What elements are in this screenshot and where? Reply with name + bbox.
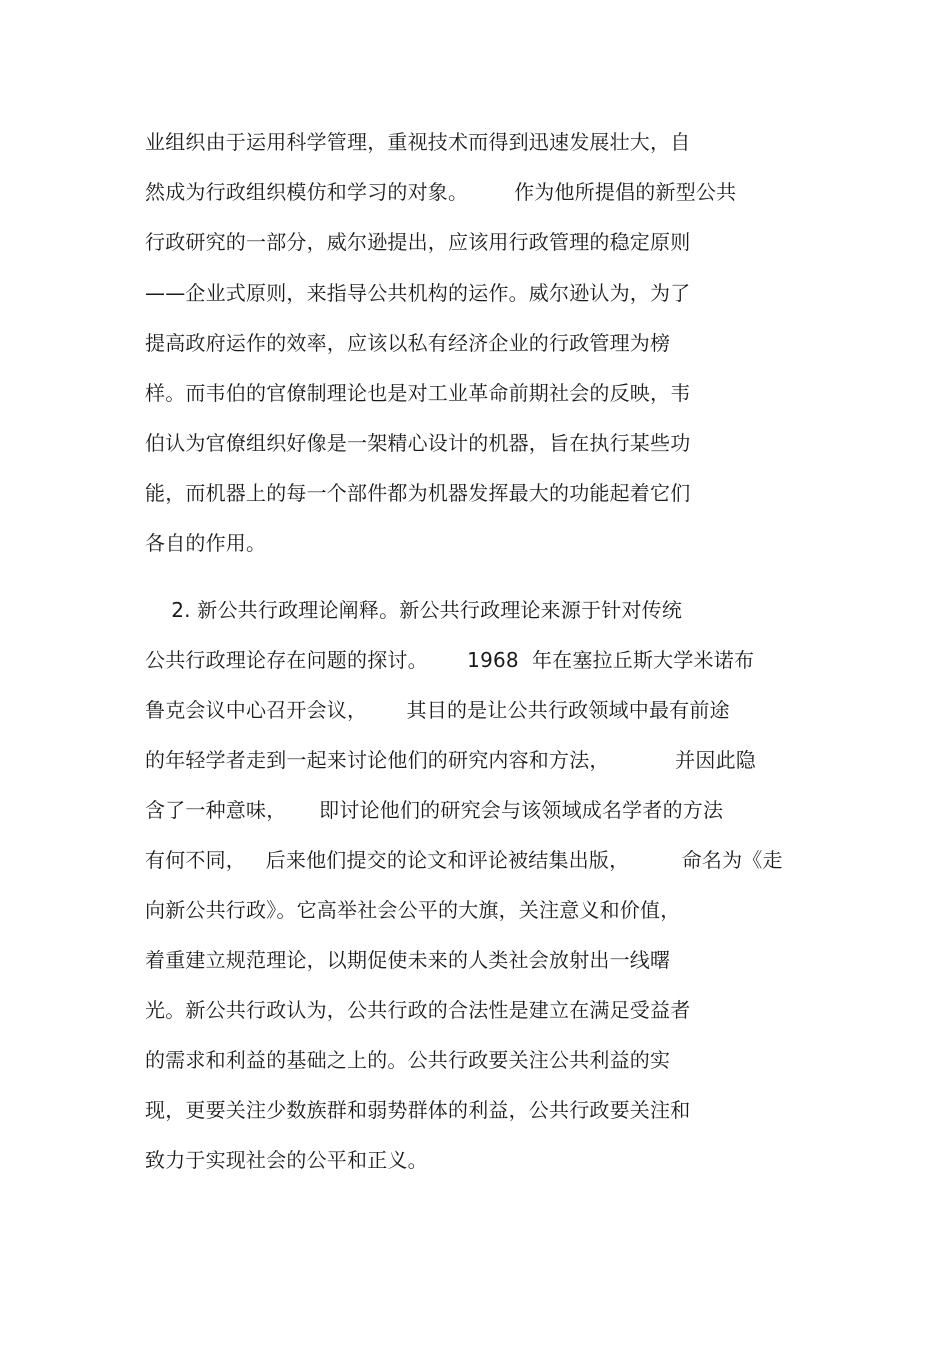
text-line: 光。新公共行政认为，公共行政的合法性是建立在满足受益者 bbox=[145, 998, 691, 1022]
text-line: 含了一种意味， 即讨论他们的研究会与该领域成名学者的方法 bbox=[145, 798, 724, 822]
text-line: 提高政府运作的效率，应该以私有经济企业的行政管理为榜 bbox=[145, 331, 671, 355]
text-line: 公共行政理论存在问题的探讨。 1968 年在塞拉丘斯大学米诺布 bbox=[145, 648, 755, 672]
text-line: 鲁克会议中心召开会议， 其目的是让公共行政领域中最有前途 bbox=[145, 698, 730, 722]
text-line: 2. 新公共行政理论阐释。新公共行政理论来源于针对传统 bbox=[145, 598, 683, 622]
text-line: 现，更要关注少数族群和弱势群体的利益，公共行政要关注和 bbox=[145, 1098, 691, 1122]
text-line: 伯认为官僚组织好像是一架精心设计的机器，旨在执行某些功 bbox=[145, 431, 691, 455]
text-line: 着重建立规范理论，以期促使未来的人类社会放射出一线曙 bbox=[145, 948, 671, 972]
text-line: 行政研究的一部分，威尔逊提出，应该用行政管理的稳定原则 bbox=[145, 230, 691, 254]
text-line: 致力于实现社会的公平和正义。 bbox=[145, 1148, 428, 1172]
text-line: 样。而韦伯的官僚制理论也是对工业革命前期社会的反映，韦 bbox=[145, 381, 691, 405]
text-line: 能，而机器上的每一个部件都为机器发挥最大的功能起着它们 bbox=[145, 481, 691, 505]
text-line: 然成为行政组织模仿和学习的对象。 作为他所提倡的新型公共 bbox=[145, 180, 737, 204]
text-line: 的年轻学者走到一起来讨论他们的研究内容和方法， 并因此隐 bbox=[145, 748, 756, 772]
text-line: 各自的作用。 bbox=[145, 531, 267, 555]
text-line: 的需求和利益的基础之上的。公共行政要关注公共利益的实 bbox=[145, 1048, 671, 1072]
text-line: ——企业式原则，来指导公共机构的运作。威尔逊认为，为了 bbox=[145, 281, 691, 305]
text-line: 有何不同， 后来他们提交的论文和评论被结集出版， 命名为《走 bbox=[145, 848, 783, 872]
text-line: 业组织由于运用科学管理，重视技术而得到迅速发展壮大，自 bbox=[145, 130, 691, 154]
text-line: 向新公共行政》。它高举社会公平的大旗，关注意义和价值， bbox=[145, 898, 681, 922]
